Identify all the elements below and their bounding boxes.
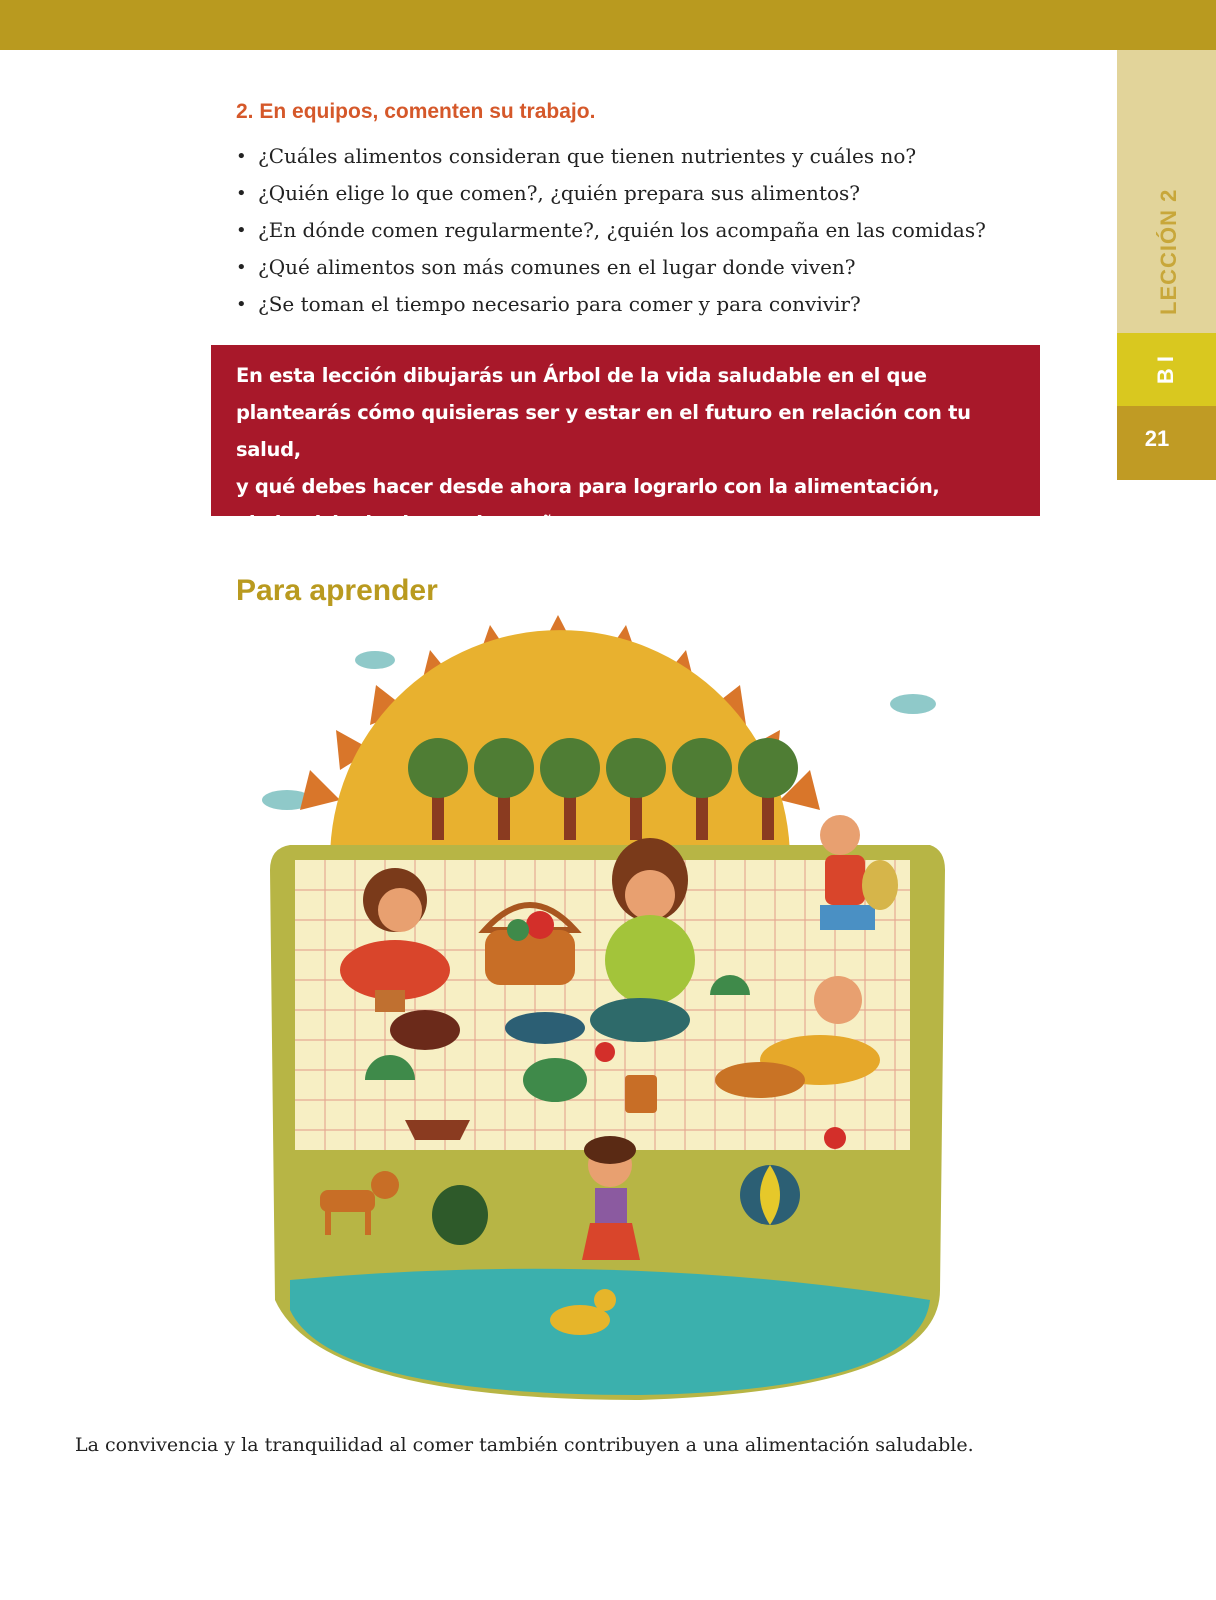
activity-heading: 2. En equipos, comenten su trabajo. [236, 100, 596, 123]
block-label: B I [1153, 355, 1178, 385]
lesson-goal-callout [211, 345, 1040, 535]
lesson-side-tab [1117, 50, 1216, 480]
page-number: 21 [1144, 426, 1170, 451]
cloud-icon [890, 694, 936, 714]
section-title: Para aprender [236, 574, 438, 607]
plant-icon [432, 1185, 488, 1245]
cloud-icon [355, 651, 395, 669]
question-item: • ¿Quién elige lo que comen?, ¿quién prepara sus alimentos? [236, 175, 986, 212]
plate-icon [505, 1012, 585, 1044]
pitcher-icon [625, 1075, 657, 1113]
callout-line: el ejercicio, las horas de sueño, entre otros aspectos. [236, 512, 810, 535]
fruit-basket-icon [485, 905, 575, 985]
question-item: • ¿Cuáles alimentos consideran que tienen nutrientes y cuáles no? [236, 138, 986, 175]
top-color-band [0, 0, 1216, 50]
question-list [236, 138, 986, 323]
question-item: • ¿En dónde comen regularmente?, ¿quién los acompaña en las comidas? [236, 212, 986, 249]
apple-icon [824, 1127, 846, 1149]
picnic-illustration [240, 610, 1030, 1410]
page-number-tab [1117, 406, 1216, 480]
figure-caption: La convivencia y la tranquilidad al comer también contribuyen a una alimentación saludable. [75, 1434, 974, 1456]
question-item: • ¿Se toman el tiempo necesario para comer y para convivir? [236, 286, 986, 323]
callout-line: y qué debes hacer desde ahora para lograrlo con la alimentación, [236, 475, 940, 498]
callout-line: plantearás cómo quisieras ser y estar en el futuro en relación con tu salud, [236, 401, 971, 461]
callout-line: En esta lección dibujarás un Árbol de la vida saludable en el que [236, 364, 927, 387]
toy-boat-icon [405, 1120, 470, 1140]
lesson-label: LECCIÓN 2 [1156, 188, 1181, 315]
lesson-tab-section [1117, 50, 1216, 333]
question-item: • ¿Qué alimentos son más comunes en el lugar donde viven? [236, 249, 986, 286]
jelly-cake-icon [523, 1058, 587, 1102]
apple-icon [595, 1042, 615, 1062]
block-tab-section [1117, 333, 1216, 406]
